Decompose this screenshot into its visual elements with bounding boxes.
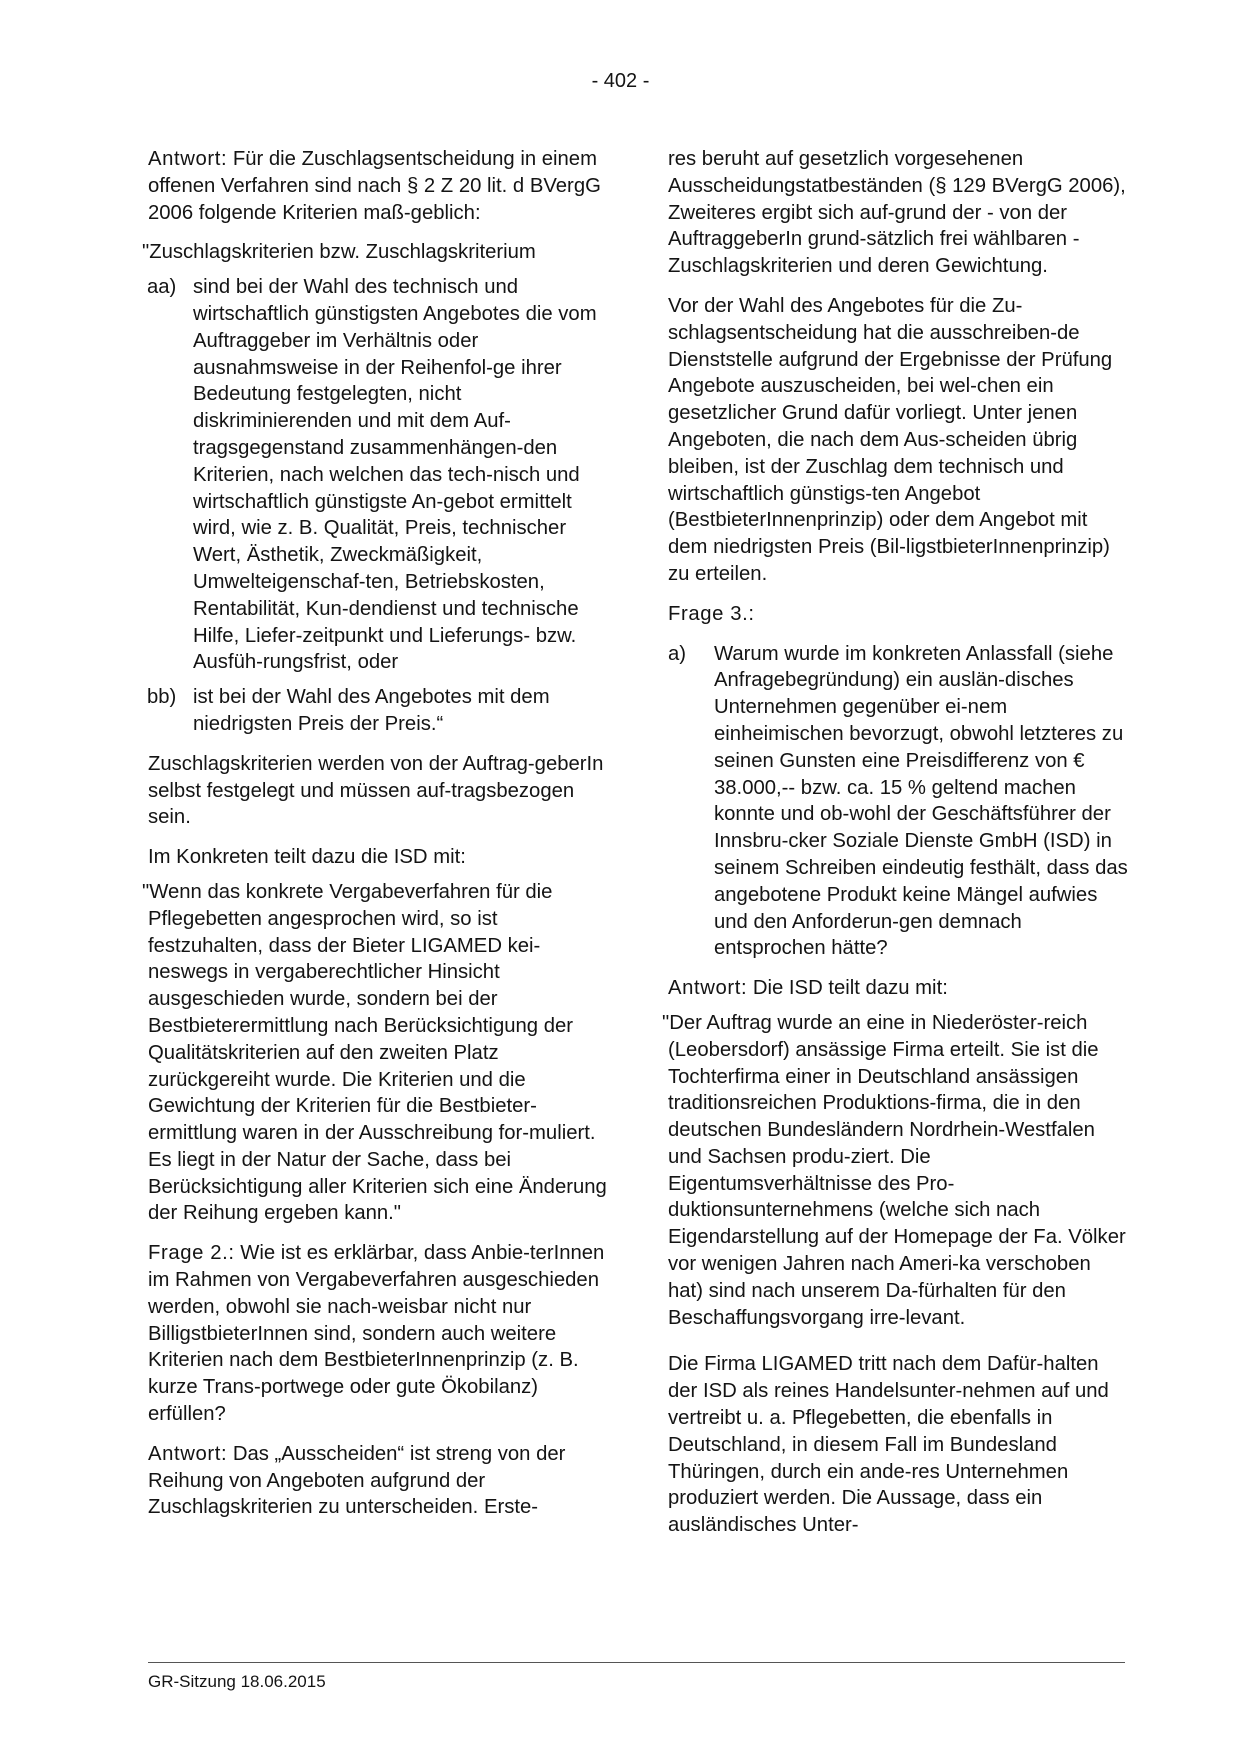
footer-session-date: GR-Sitzung 18.06.2015 — [148, 1672, 326, 1691]
answer-label: Antwort: — [668, 977, 748, 1000]
list-marker: a) — [668, 642, 687, 665]
list-item-bb — [147, 684, 608, 738]
question-paragraph-2 — [148, 1240, 608, 1428]
list-item-aa — [147, 274, 608, 676]
footer-divider — [148, 1662, 1125, 1663]
quote-paragraph: "Der Auftrag wurde an eine in Niederöster-reich (Leobersdorf) ansässige Firma erteilt. Sie ist die Tochterfirma einer in Deutschland ansässigen traditionsreichen Produktions-firma, die in den deutschen Bundesländern Nordrhein-Westfalen und Sachsen produ-ziert. Die Eigentumsverhältnisse des Pro-duktionsunternehmens (welche sich nach Eigendarstellung auf der Homepage der Fa. Völker vor wenigen Jahren nach Ameri-ka verschoben hat) sind nach unserem Da-fürhalten für den Beschaffungsvorgang irre-levant. — [662, 1011, 1126, 1329]
paragraph: Die Firma LIGAMED tritt nach dem Dafür-halten der ISD als reines Handelsunter-nehmen auf und vertreibt u. a. Pflegebetten, die ebenfalls in Deutschland, in diesem Fall im Bundesland Thüringen, durch ein ande-res Unternehmen produziert werden. Die Aussage, dass ein ausländisches Unter- — [668, 1353, 1109, 1537]
paragraph: res beruht auf gesetzlich vorgesehenen Ausscheidungstatbeständen (§ 129 BVergG 2006), Zweiteres ergibt sich auf-grund der - von der AuftraggeberIn grund-sätzlich frei wählbaren - Zuschlagskriterien und deren Gewichtung. — [668, 148, 1126, 278]
answer-paragraph-1 — [148, 146, 608, 226]
answer-paragraph-3 — [668, 975, 1128, 1002]
question-text: Wie ist es erklärbar, dass Anbie-terInnen im Rahmen von Vergabeverfahren ausgeschieden werden, obwohl sie nach-weisbar nicht nur BilligstbieterInnen sind, sondern auch weitere Kriterien nach dem BestbieterInnenprinzip (z. B. kurze Trans-portwege oder gute Ökobilanz) erfüllen? — [148, 1242, 605, 1426]
quote-heading: "Zuschlagskriterien bzw. Zuschlagskriterium — [142, 241, 536, 264]
answer-text: Das „Ausscheiden“ ist streng von der Reihung von Angeboten aufgrund der Zuschlagskriterien zu unterscheiden. Erste- — [148, 1442, 566, 1519]
answer-paragraph-2 — [148, 1441, 608, 1521]
list-item-text: Warum wurde im konkreten Anlassfall (siehe Anfragebegründung) ein auslän-disches Unternehmen gegenüber ei-nem einheimischen bevorzugt, obwohl letzteres zu seinen Gunsten eine Preisdifferenz von € 38.000,-- bzw. ca. 15 % geltend machen konnte und ob-wohl der Geschäftsführer der Innsbru-cker Soziale Dienste GmbH (ISD) in seinem Schreiben eindeutig festhält, dass das angebotene Produkt keine Mängel aufwies und den Anforderun-gen demnach entsprochen hätte? — [714, 642, 1128, 960]
question-label: Frage 3.: — [668, 602, 755, 625]
answer-label: Antwort: — [148, 1442, 228, 1465]
list-item-text: sind bei der Wahl des technisch und wirtschaftlich günstigsten Angebotes die vom Auftraggeber im Verhältnis oder ausnahmsweise in der Reihenfol-ge ihrer Bedeutung festgelegten, nicht diskriminierenden und mit dem Auf-tragsgegenstand zusammenhängen-den Kriterien, nach welchen das tech-nisch und wirtschaftlich günstigste An-gebot ermittelt wird, wie z. B. Qualität, Preis, technischer Wert, Ästhetik, Zweckmäßigkeit, Umwelteigenschaf-ten, Betriebskosten, Rentabilität, Kun-dendienst und technische Hilfe, Liefer-zeitpunkt und Lieferungs- bzw. Ausfüh-rungsfrist, oder — [193, 276, 597, 674]
list-marker: bb) — [147, 686, 177, 709]
left-column — [142, 146, 608, 1534]
answer-text: Die ISD teilt dazu mit: — [752, 977, 948, 1000]
quote-paragraph: "Wenn das konkrete Vergabeverfahren für die Pflegebetten angesprochen wird, so ist festzuhalten, dass der Bieter LIGAMED kei-neswegs in vergaberechtlicher Hinsicht ausgeschieden wurde, sondern bei der Bestbieterermittlung nach Berücksichtigung der Qualitätskriterien auf den zweiten Platz zurückgereiht wurde. Die Kriterien und die Gewichtung der Kriterien für die Bestbieter-ermittlung waren in der Ausschreibung for-muliert. Es liegt in der Natur der Sache, dass bei Berücksichtigung aller Kriterien sich eine Änderung der Reihung ergeben kann." — [142, 880, 607, 1225]
answer-label: Antwort: — [148, 148, 228, 170]
paragraph: Im Konkreten teilt dazu die ISD mit: — [148, 846, 466, 869]
list-item-a — [668, 641, 1128, 963]
paragraph: Zuschlagskriterien werden von der Auftrag-geberIn selbst festgelegt und müssen auf-tragsbezogen sein. — [148, 752, 604, 829]
question-label: Frage 2.: — [148, 1242, 235, 1265]
answer-text: Für die Zuschlagsentscheidung in einem offenen Verfahren sind nach § 2 Z 20 lit. d BVergG 2006 folgende Kriterien maß-geblich: — [148, 148, 601, 224]
list-item-text: ist bei der Wahl des Angebotes mit dem niedrigsten Preis der Preis.“ — [193, 686, 550, 735]
paragraph: Vor der Wahl des Angebotes für die Zu-schlagsentscheidung hat die ausschreiben-de Dienststelle aufgrund der Ergebnisse der Prüfung Angebote auszuscheiden, bei wel-chen ein gesetzlicher Grund dafür vorliegt. Unter jenen Angeboten, die nach dem Aus-scheiden übrig bleiben, ist der Zuschlag dem technisch und wirtschaftlich günstigs-ten Angebot (BestbieterInnenprinzip) oder dem Angebot mit dem niedrigsten Preis (Bil-ligstbieterInnenprinzip) zu erteilen. — [668, 294, 1113, 585]
list-marker: aa) — [147, 276, 177, 299]
right-column — [662, 146, 1128, 1552]
page-number: - 402 - — [591, 70, 650, 92]
